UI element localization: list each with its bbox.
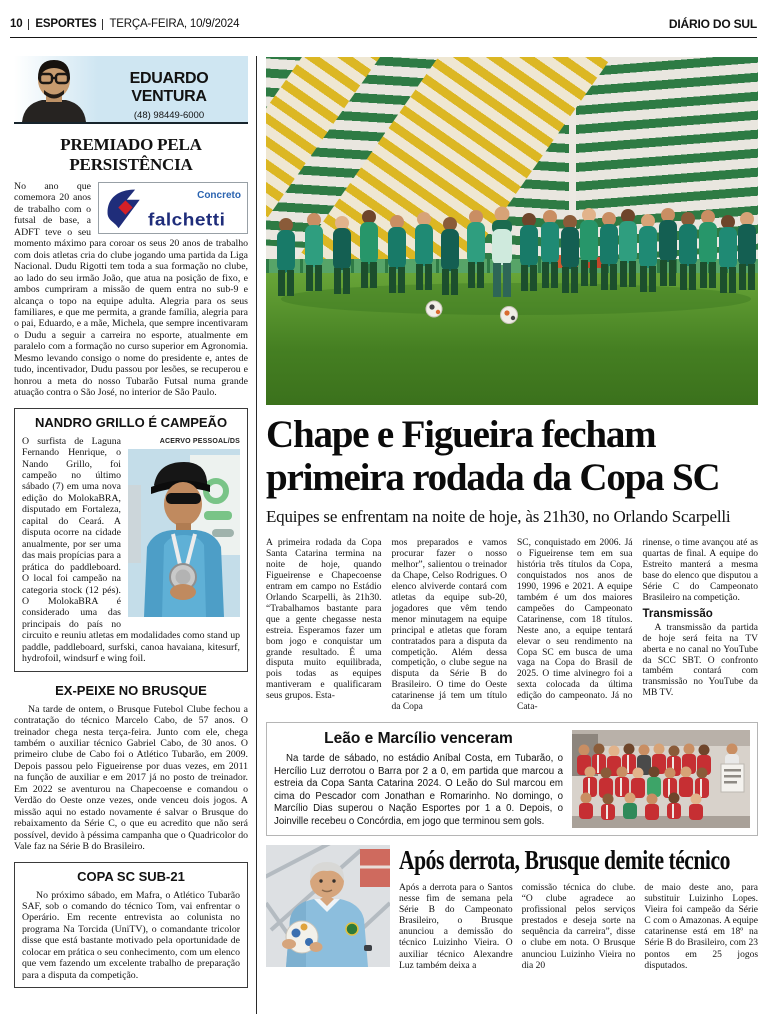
article-nandro-box (14, 408, 248, 672)
columnist-box (14, 56, 248, 124)
columnist-phone: (48) 98449-6000 (133, 110, 205, 121)
article-title-nandro: NANDRO GRILLO É CAMPEÃO (34, 414, 228, 430)
leao-body: Na tarde de sábado, no estádio Aníbal Costa, em Tubarão, o Hercílio Luz derrotou o Barra por 2 a 0, em partida que marcou a estreia da Copa Santa Catarina 2024. O Leão do Sul marcou em cima do Pescador com Jonathan e Romarinho. No domingo, o Marcílio Dias superou o Nação Esportes por 1 a 0. Depois, o Joinville recebeu o Concórdia, em jogo que terminou sem gols. (274, 753, 563, 827)
leao-title: Leão e Marcílio venceram (324, 730, 513, 748)
header-divider (28, 19, 29, 30)
main-col-4a: rinense, o time avançou até as quartas de final. A equipe do Estreito manterá a mesma base do elenco que disputou a Série C do Campeonato Brasileiro na competição. (642, 538, 758, 603)
training-photo (266, 57, 758, 405)
photo-credit: ACERVO PESSOAL/DS (159, 437, 240, 445)
article-nandro-body: O surfista de Laguna Fernando Henrique, o Nando Grillo, foi campeão no último sábado (7) em uma nova edição do MolokaBRA, disputado em Fortaleza, capital do Ceará. A disputa ocorre na cidade anualmente, por ser uma das mais propícias para a prática do paddleboard. O local foi campeão na categoria stock (12 pés). O MolokaBRA é considerado uma das principais do país no circuito e reuniu atletas em modalidades como stand up paddle, paddleboard, surfski, canoa havaiana, kitesurf, hydrofoil, windsurf e wing foil. (22, 435, 240, 665)
falchetti-logo-icon (102, 185, 148, 231)
surfer-medal-photo (128, 449, 240, 617)
falchetti-text (148, 186, 244, 230)
nandro-photo-wrap (128, 436, 240, 621)
bottom-headline: Após derrota, Brusque demite técnico (399, 845, 730, 876)
page-header (10, 17, 757, 31)
bottom-col-1: Após a derrota para o Santos nesse fim de semana pela Série B do Campeonato Brasileiro, o Brusque anunciou a demissão do técnico Luizinho Vieira. O auxiliar técnico Alexandre Luz também deixa a (399, 883, 513, 971)
columnist-info (94, 70, 244, 121)
bottom-article (266, 845, 758, 971)
falchetti-ad (98, 182, 248, 234)
main-subheadline: Equipes se enfrentam na noite de hoje, às 21h30, no Orlando Scarpelli (266, 507, 731, 526)
hercilio-luz-team-photo (572, 730, 750, 828)
columnist-name: EDUARDO VENTURA (129, 70, 209, 105)
article-nandro (22, 436, 240, 665)
article-expeixe-body: Na tarde de ontem, o Brusque Futebol Clube fechou a contratação do técnico Marcelo Cabo, de 57 anos. O treinador chega nesta terça-feira. Junto com ele, chega também o auxiliar técnico Gabriel Cabo, de 30 anos. O primeiro clube de Cabo foi o Atlético Tubarão, em 2009. Depois passou pelo Figueirense por duas vezes, em 2011 na função de auxiliar e em 2017 já no posto de treinador. Em 2022 se aventurou na Chapecoense e comandou o Verdão do Oeste onze vezes, onde venceu dois jogos. A missão aqui no estado novamente é salvar o Brusque do rebaixamento da Série C, o que eu acredito que não será possível, devido à péssima campanha que o Quadricolor do Vale faz na Série B do Brasileiro. (14, 703, 248, 853)
masthead: DIÁRIO DO SUL (668, 17, 757, 31)
falchetti-brand: falchetti (148, 210, 226, 230)
main-col-3: SC, conquistado em 2006. Já o Figueirense tem em sua história três títulos da Copa, conquistados nos anos de 1990, 1996 e 2021. A equipe também é um dos maiores campeões do Campeonato Catarinense, com 18 títulos. Neste ano, a equipe tentará elevar o seu rendimento na Copa SC em busca de uma vaga na Copa do Brasil de 2025. O time alvinegro foi a sexta colocada da última edição do campeonato. Já no Cata- (517, 538, 633, 713)
main-article (266, 57, 758, 972)
main-col-1: A primeira rodada da Copa Santa Catarina termina na noite de hoje, quando Figueirense e Chapecoense entram em campo no Estádio Orlando Scarpelli, às 21h30. “Trabalhamos bastante para que a gente chegasse nesta estreia. Esperamos fazer um bom jogo e conquistar um grande resultado. É uma disputa muito equilibrada, pois todas as equipes mantiveram e qualificaram seus grupos. Esta- (266, 538, 382, 702)
section-label: ESPORTES (35, 18, 97, 30)
soccer-ball-icon (426, 301, 442, 317)
bottom-article-text (399, 845, 758, 971)
leao-text (274, 729, 563, 829)
bottom-columns (399, 883, 758, 971)
main-col-4b: A transmissão da partida de hoje será feita na TV aberta e no canal no YouTube da SCC SBT. O confronto também contará com transmissão no YouTube da MB TV. (642, 622, 758, 699)
article-premiado-body: No ano que comemora 20 anos de trabalho com o futsal de base, a ADFT teve o seu momento máximo para coroar os seus 20 anos de trabalho com dois atletas cria do clube jogando uma partida da Liga Nacional. Dudu Rigotti tem toda a sua formação no clube, ao lado do seu irmão João, que atua na posição de fixo, e ambos cumpriram a missão de quem entra no sub-9 e alcança o topo na equipe adulta. Alegria para os seus familiares, e que me permita, a grande família, alegria para o pai, Eduardo, e a mãe, Michela, que sempre incentivaram o Dudu a seguir a carreira no esporte, atualmente em paralelo com a formação no curso superior em Agronomia. Mesmo levando consigo o nome do presidente e, antes de tudo, incentivador, Dudu passou por lesões, se recuperou e honrou a meta do nosso Tubarão Futsal numa grande atuação contra o São José, no interior de São Paulo. (14, 181, 248, 399)
article-copa-box (14, 862, 248, 989)
article-title-copa: COPA SC SUB-21 (77, 868, 185, 884)
leao-box (266, 722, 758, 836)
header-divider (102, 19, 103, 30)
article-expeixe (14, 683, 248, 853)
main-headline: Chape e Figueira fecham primeira rodada da Copa SC (266, 413, 720, 499)
soccer-ball-icon (501, 307, 518, 324)
falchetti-tagline: Concreto (197, 190, 241, 201)
article-title-expeixe: EX-PEIXE NO BRUSQUE (55, 682, 207, 698)
article-title-premiado: PREMIADO PELA PERSISTÊNCIA (60, 135, 202, 174)
article-premiado (14, 181, 248, 399)
header-rule (10, 37, 757, 38)
players-huddle (266, 57, 758, 405)
columnist-column (14, 56, 248, 988)
page-number: 10 (10, 18, 23, 30)
column-divider (256, 56, 257, 1014)
bottom-col-2: comissão técnica do clube. “O clube agradece ao profissional pelos serviços prestados e deseja sorte na sequência da carreira”, disse o clube em nota. O Brusque anunciou Luizinho Vieira no dia 20 (521, 883, 636, 971)
main-body-columns (266, 538, 758, 713)
edition-date: TERÇA-FEIRA, 10/9/2024 (109, 18, 240, 30)
main-col-2: mos preparados e vamos procurar fazer o nosso melhor”, salientou o treinador da Chape, Celso Rodrigues. O elenco alviverde contará com atletas da equipe sub-20, jogadores que vêm tendo menor minutagem na equipe principal e atletas que foram contratados para a disputa da competição. Além dessa competição, o clube segue na disputa da Série B do Brasileiro. O time do Oeste catarinense já tem um título da Copa (391, 538, 507, 713)
crosshead-transmissao: Transmissão (642, 607, 713, 620)
main-col-4 (643, 538, 759, 713)
article-copa-body: No próximo sábado, em Mafra, o Atlético Tubarão SAF, sob o comando do técnico Tom, vai enfrentar o Operário. Em recente entrevista ao colunista no programa Na Torcida (UniTV), o comandante tricolor disse que está bastante motivado pela oportunidade de colocar em prática o seu conhecimento, com um elenco que vem fazendo um excelente trabalho de preparação para a disputa da competição. (22, 889, 240, 981)
columnist-avatar (14, 56, 98, 122)
coach-photo (266, 845, 390, 967)
bottom-col-3: de maio deste ano, para substituir Luizinho Lopes. Vieira foi campeão da Série C com o Amazonas. A equipe catarinense está em 18º na Série B do Brasileiro, com 23 pontos em 25 jogos disputados. (644, 883, 759, 971)
